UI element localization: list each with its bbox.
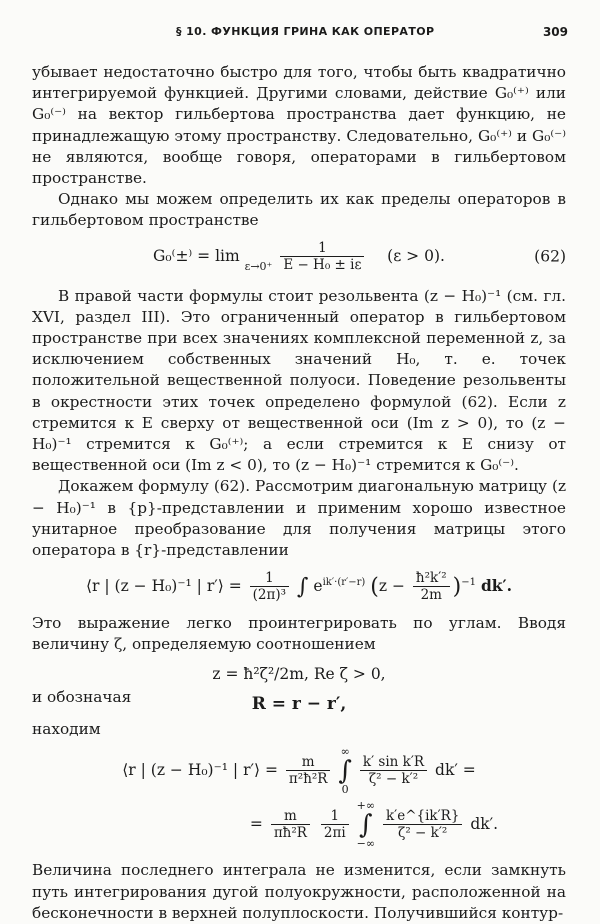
paragraph-5: Это выражение легко проинтегрировать по углам. Вводя величину ζ, определяемую соотношением <box>32 614 566 654</box>
page-body <box>32 62 566 924</box>
eq62-limit-sub: ε→0⁺ <box>244 259 273 273</box>
eqm-integral-sign: ∫ <box>297 574 309 600</box>
eqr2-coefficient <box>271 809 310 841</box>
eqr2-coef-den: πħ²R <box>273 825 307 842</box>
paragraph-3: В правой части формулы стоит резольвента (z − H₀)⁻¹ (см. гл. XVI, раздел III). Это ограниченный оператор в гильбертовом пространстве при всех значениях комплексной переменной z, за исключением собственных значений H₀, т. е. точек положительной вещественной полуоси. Поведение резольвенты в окрестности этих точек определено формулой (62). Если z стремится к E сверху от вещественной оси (Im z > 0), то (z − H₀)⁻¹ стремится к G₀⁽⁺⁾; а если стремится к E снизу от вещественной оси (Im z < 0), то (z − H₀)⁻¹ стремится к G₀⁽⁻⁾. <box>32 286 566 475</box>
eqr2-int-hi: +∞ <box>356 799 376 813</box>
eqm-inner-num: ħ²k′² <box>413 571 450 587</box>
eqm-lhs: ⟨r | (z − H₀)⁻¹ | r′⟩ = <box>85 577 242 596</box>
paragraph-1: убывает недостаточно быстро для того, чтобы быть квадратично интегрируемой функцией. Другими словами, действие G₀⁽⁺⁾ или G₀⁽⁻⁾ на вектор гильбертова пространства дает функцию, не принадлежащую этому пространству. Следовательно, G₀⁽⁺⁾ и G₀⁽⁻⁾ не являются, вообще говоря, операторами в гильбертовом пространстве. <box>32 63 566 188</box>
eqm-inner-fraction <box>413 571 450 603</box>
eqr2-differential: dk′. <box>470 815 499 834</box>
eqr1-lhs: ⟨r | (z − H₀)⁻¹ | r′⟩ = <box>122 761 278 780</box>
paragraph-2: Однако мы можем определить их как пределы операторов в гильбертовом пространстве <box>32 190 566 230</box>
equation-R <box>32 694 566 715</box>
page-header <box>0 25 600 45</box>
eq62-lhs: G₀⁽±⁾ = lim <box>153 247 240 266</box>
paragraph-6: и обозначая <box>32 687 132 706</box>
equation-result-2 <box>32 800 566 850</box>
eqr1-coefficient <box>286 755 331 787</box>
equation-matrix-element <box>32 571 566 603</box>
eqr1-int-hi: ∞ <box>340 745 350 759</box>
eqr2-integrand-num: k′e^{ik′R} <box>383 809 462 825</box>
paragraph-8: Величина последнего интеграла не изменится, если замкнуть путь интегрирования дугой полуокружности, расположенной на бесконечности в верхней полуплоскости. Получившийся контур- <box>32 861 566 922</box>
eqr1-differential: dk′ = <box>435 761 476 780</box>
running-head: § 10. ФУНКЦИЯ ГРИНА КАК ОПЕРАТОР <box>176 25 435 38</box>
eqr2-integrand <box>383 809 462 841</box>
eqr2-coef-num: m <box>271 809 310 825</box>
eqr2-integrand-den: ζ² − k′² <box>398 825 448 842</box>
paragraph-4: Докажем формулу (62). Рассмотрим диагональную матрицу (z − H₀)⁻¹ в {p}-представлении и применим хорошо известное унитарное преобразование для получения матрицы этого оператора в {r}-представлении <box>32 477 566 560</box>
eqr2-int-sign: ∫ <box>359 810 373 841</box>
equation-number: (62) <box>534 247 566 266</box>
eqm-paren-close: ) <box>452 574 462 600</box>
eqr1-integrand-den: ζ² − k′² <box>368 771 419 788</box>
eqr1-coef-den: π²ħ²R <box>288 771 328 788</box>
eqr2-coef2-num: 1 <box>321 809 349 825</box>
eqr2-coef2-den: 2πi <box>323 825 346 842</box>
eqr2-int-lo: −∞ <box>356 837 376 851</box>
eqr2-coefficient-2 <box>321 809 349 841</box>
eqm-paren-open: ( <box>370 574 379 600</box>
eq62-fraction <box>280 241 364 273</box>
eqm-coefficient <box>250 571 289 603</box>
eq62-numerator: 1 <box>280 241 364 257</box>
eqr2-lhs: = <box>249 815 263 834</box>
eq62-condition: (ε > 0). <box>387 246 445 265</box>
equation-result-1 <box>32 746 566 796</box>
eq62-denominator: E − H₀ ± iε <box>283 256 362 273</box>
eqm-inner-den: 2m <box>420 587 442 604</box>
page-number: 309 <box>542 25 568 39</box>
eqm-paren-mid: z − <box>378 577 405 596</box>
equation-zeta <box>32 664 566 685</box>
equation-62 <box>32 240 566 274</box>
eq-zeta: z = ħ²ζ²/2m, Re ζ > 0, <box>212 664 386 683</box>
eq-R: R = r − r′, <box>251 694 347 715</box>
eqm-coef-den: (2π)³ <box>252 587 287 604</box>
eqr1-integrand <box>360 755 427 787</box>
eqm-power: −1 <box>461 577 477 589</box>
eqm-differential: dk′. <box>480 576 513 596</box>
eqm-exp: e <box>313 577 323 596</box>
eqm-exp-power: ik′·(r′−r) <box>322 577 366 589</box>
eqr1-integral <box>338 746 352 796</box>
eqr1-integrand-num: k′ sin k′R <box>360 755 427 771</box>
paragraph-7: находим <box>32 720 101 739</box>
eqm-coef-num: 1 <box>250 571 289 587</box>
eq62-limit <box>245 240 273 274</box>
eqr1-int-lo: 0 <box>341 783 349 797</box>
eqr1-coef-num: m <box>286 755 331 771</box>
eqr1-int-sign: ∫ <box>338 756 352 787</box>
eqr2-integral <box>357 800 375 850</box>
